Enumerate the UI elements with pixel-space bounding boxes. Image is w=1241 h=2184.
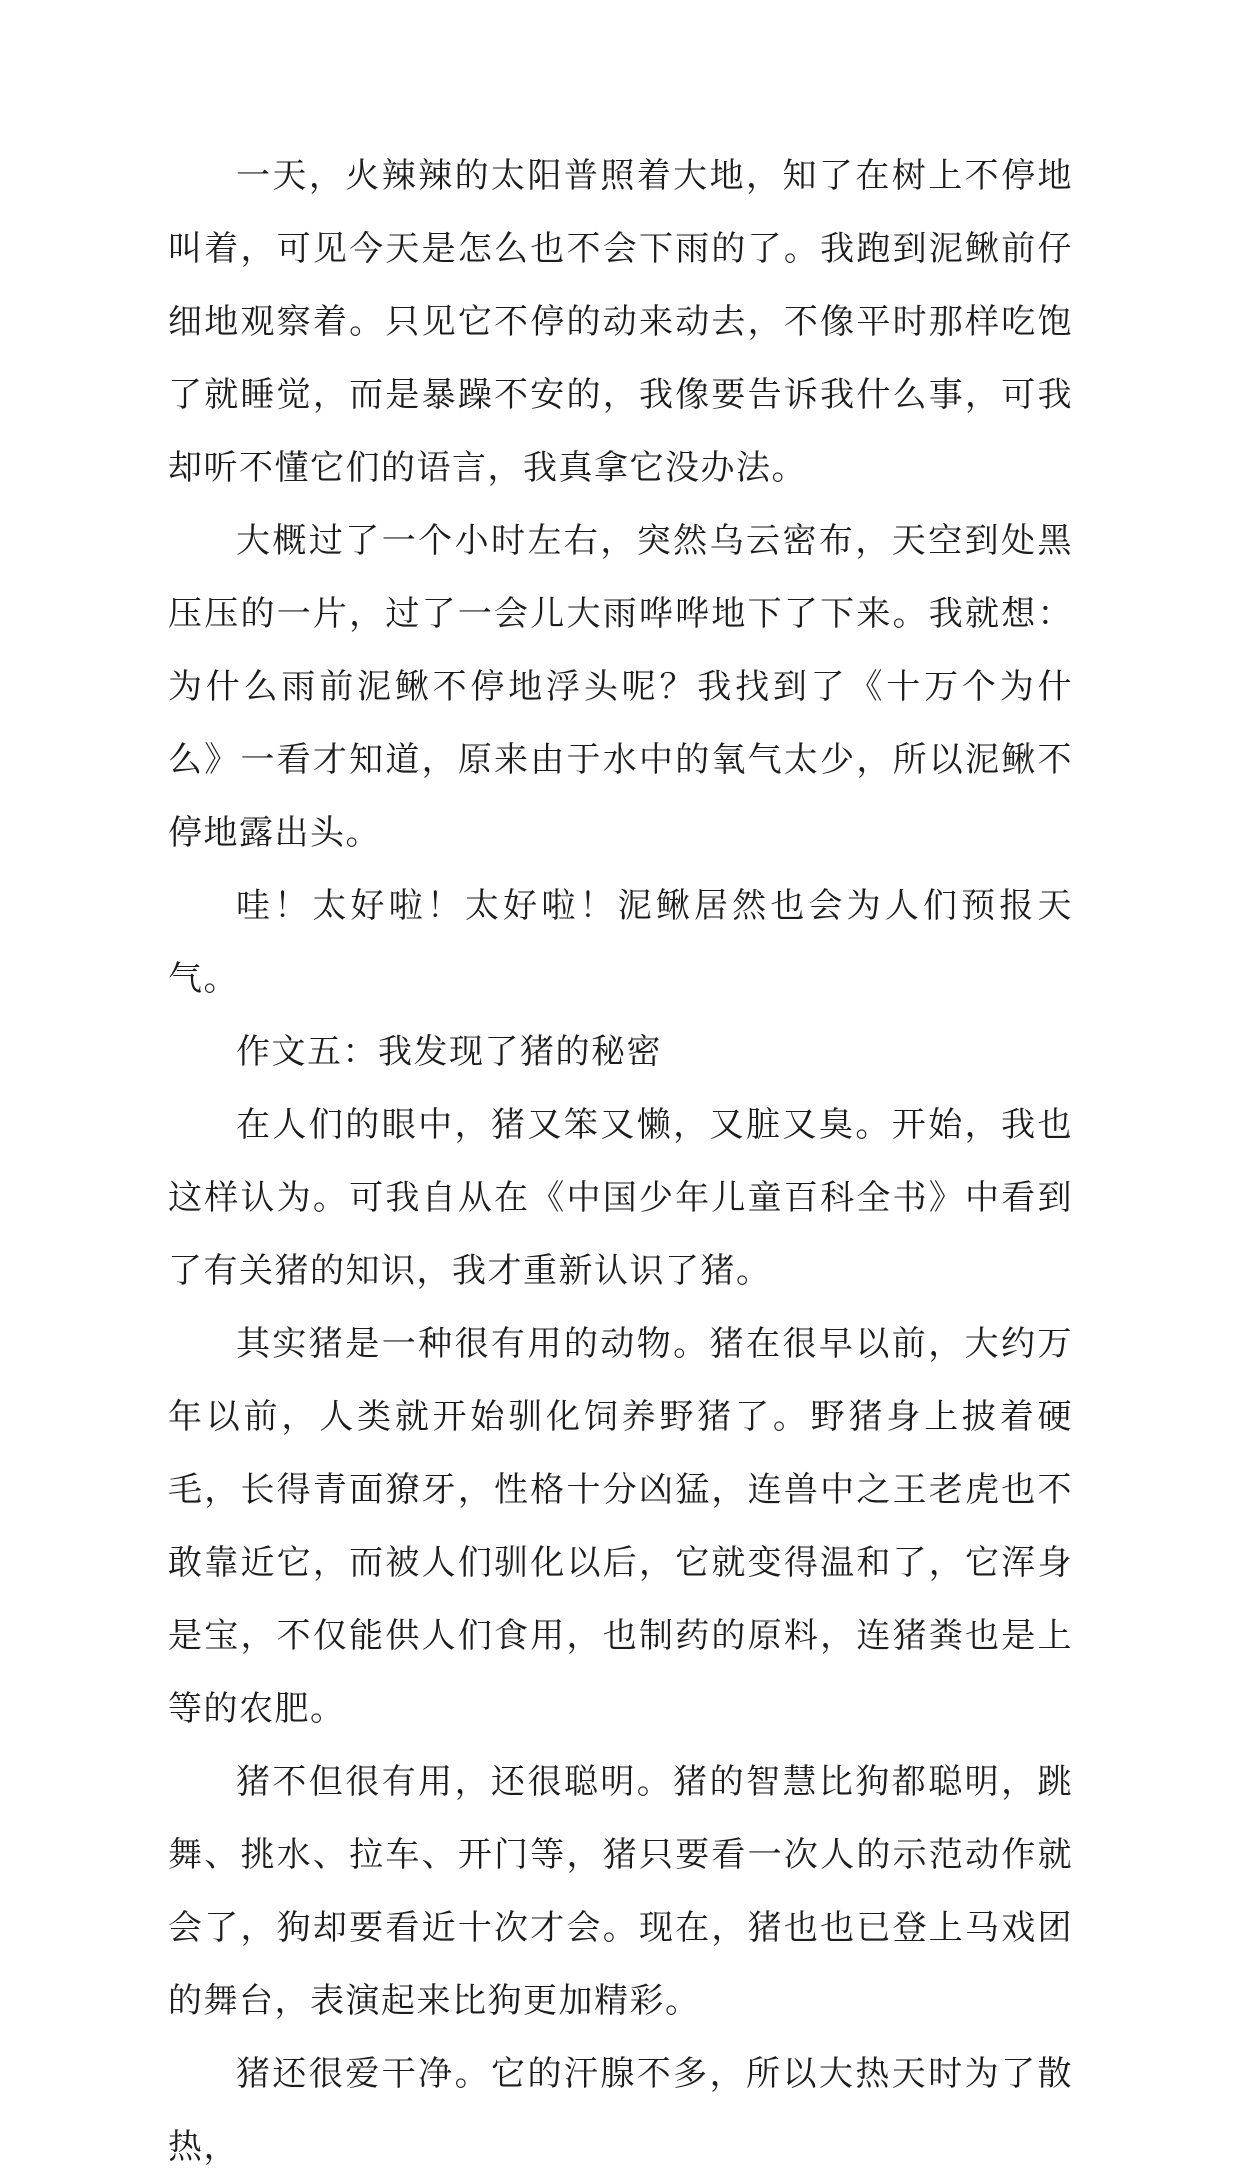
paragraph: 一天，火辣辣的太阳普照着大地，知了在树上不停地叫着，可见今天是怎么也不会下雨的了。我跑到泥鳅前仔细地观察着。只见它不停的动来动去，不像平时那样吃饱了就睡觉，而是暴躁不安的，我像要告诉我什么事，可我却听不懂它们的语言，我真拿它没办法。 (168, 158, 1073, 487)
paragraph: 作文五：我发现了猪的秘密 (236, 1034, 662, 1071)
paragraph: 其实猪是一种很有用的动物。猪在很早以前，大约万年以前，人类就开始驯化饲养野猪了。野猪身上披着硬毛，长得青面獠牙，性格十分凶猛，连兽中之王老虎也不敢靠近它，而被人们驯化以后，它就变得温和了，它浑身是宝，不仅能供人们食用，也制药的原料，连猪粪也是上等的农肥。 (168, 1326, 1073, 1728)
paragraph: 猪不但很有用，还很聪明。猪的智慧比狗都聪明，跳舞、挑水、拉车、开门等，猪只要看一次人的示范动作就会了，狗却要看近十次才会。现在，猪也也已登上马戏团的舞台，表演起来比狗更加精彩。 (168, 1764, 1073, 2020)
paragraph: 在人们的眼中，猪又笨又懒，又脏又臭。开始，我也这样认为。可我自从在《中国少年儿童百科全书》中看到了有关猪的知识，我才重新认识了猪。 (168, 1107, 1073, 1290)
paragraph: 猪还很爱干净。它的汗腺不多，所以大热天时为了散热， (168, 2056, 1073, 2166)
document-body-text (168, 140, 1073, 2184)
paragraph: 哇！太好啦！太好啦！泥鳅居然也会为人们预报天气。 (168, 888, 1073, 998)
paragraph: 大概过了一个小时左右，突然乌云密布，天空到处黑压压的一片，过了一会儿大雨哗哗地下了下来。我就想：为什么雨前泥鳅不停地浮头呢？我找到了《十万个为什么》一看才知道，原来由于水中的氧气太少，所以泥鳅不停地露出头。 (168, 523, 1073, 852)
